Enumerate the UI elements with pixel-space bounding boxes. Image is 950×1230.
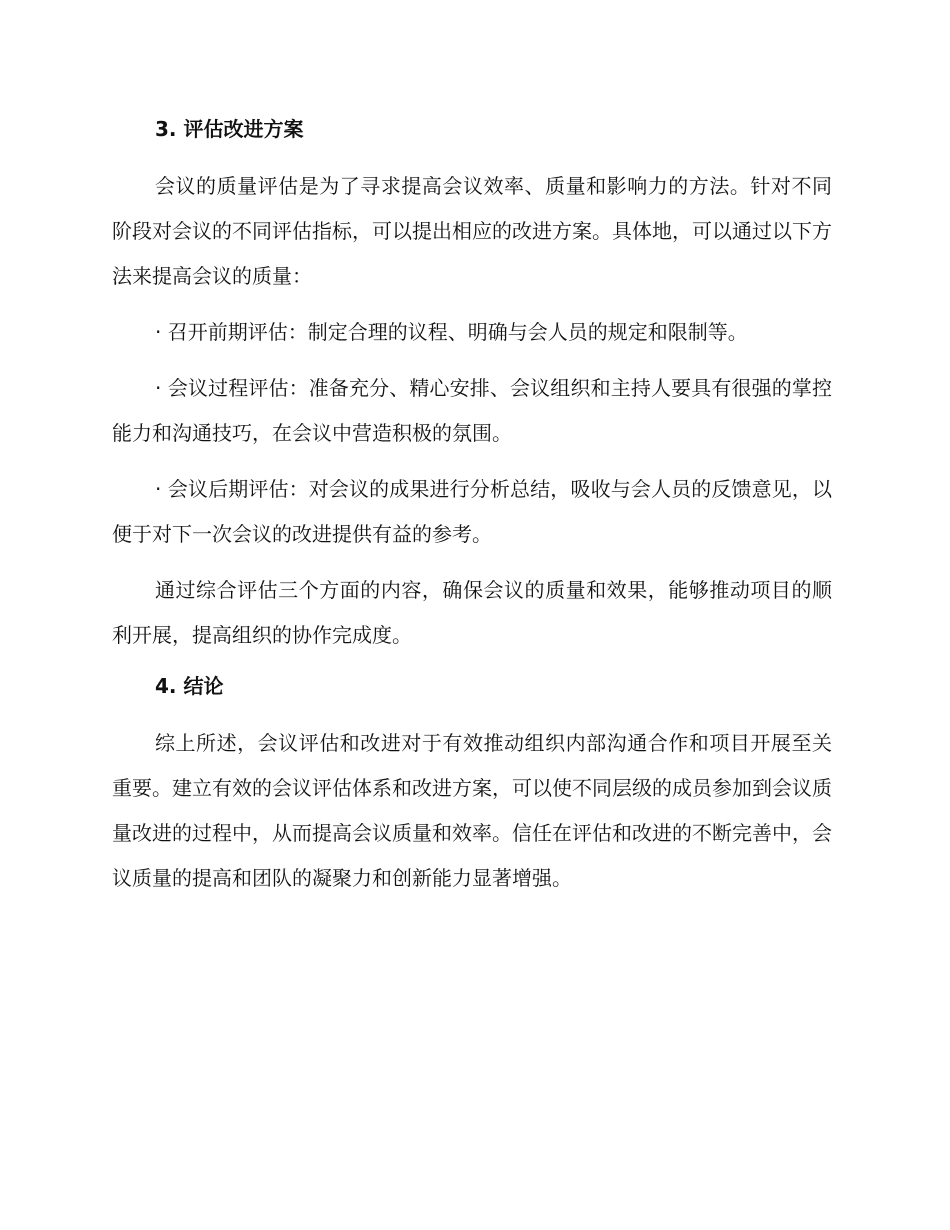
section-3-heading: 3. 评估改进方案	[155, 117, 304, 141]
document-body	[112, 112, 832, 912]
section-4-heading: 4. 结论	[155, 674, 224, 698]
bullet-post-meeting-evaluation: · 会议后期评估：对会议的成果进行分析总结，吸收与会人员的反馈意见，以便于对下一次会议的改进提供有益的参考。	[112, 477, 832, 546]
section-4-conclusion-paragraph: 综上所述，会议评估和改进对于有效推动组织内部沟通合作和项目开展至关重要。建立有效的会议评估体系和改进方案，可以使不同层级的成员参加到会议质量改进的过程中，从而提高会议质量和效率。信任在评估和改进的不断完善中，会议质量的提高和团队的凝聚力和创新能力显著增强。	[112, 731, 832, 890]
section-3-summary-paragraph: 通过综合评估三个方面的内容，确保会议的质量和效果，能够推动项目的顺利开展，提高组织的协作完成度。	[112, 578, 832, 647]
bullet-pre-meeting-evaluation: · 召开前期评估：制定合理的议程、明确与会人员的规定和限制等。	[155, 320, 748, 344]
bullet-in-meeting-evaluation: · 会议过程评估：准备充分、精心安排、会议组织和主持人要具有很强的掌控能力和沟通技巧，在会议中营造积极的氛围。	[112, 376, 832, 445]
section-3-intro-paragraph: 会议的质量评估是为了寻求提高会议效率、质量和影响力的方法。针对不同阶段对会议的不同评估指标，可以提出相应的改进方案。具体地，可以通过以下方法来提高会议的质量：	[112, 174, 832, 288]
